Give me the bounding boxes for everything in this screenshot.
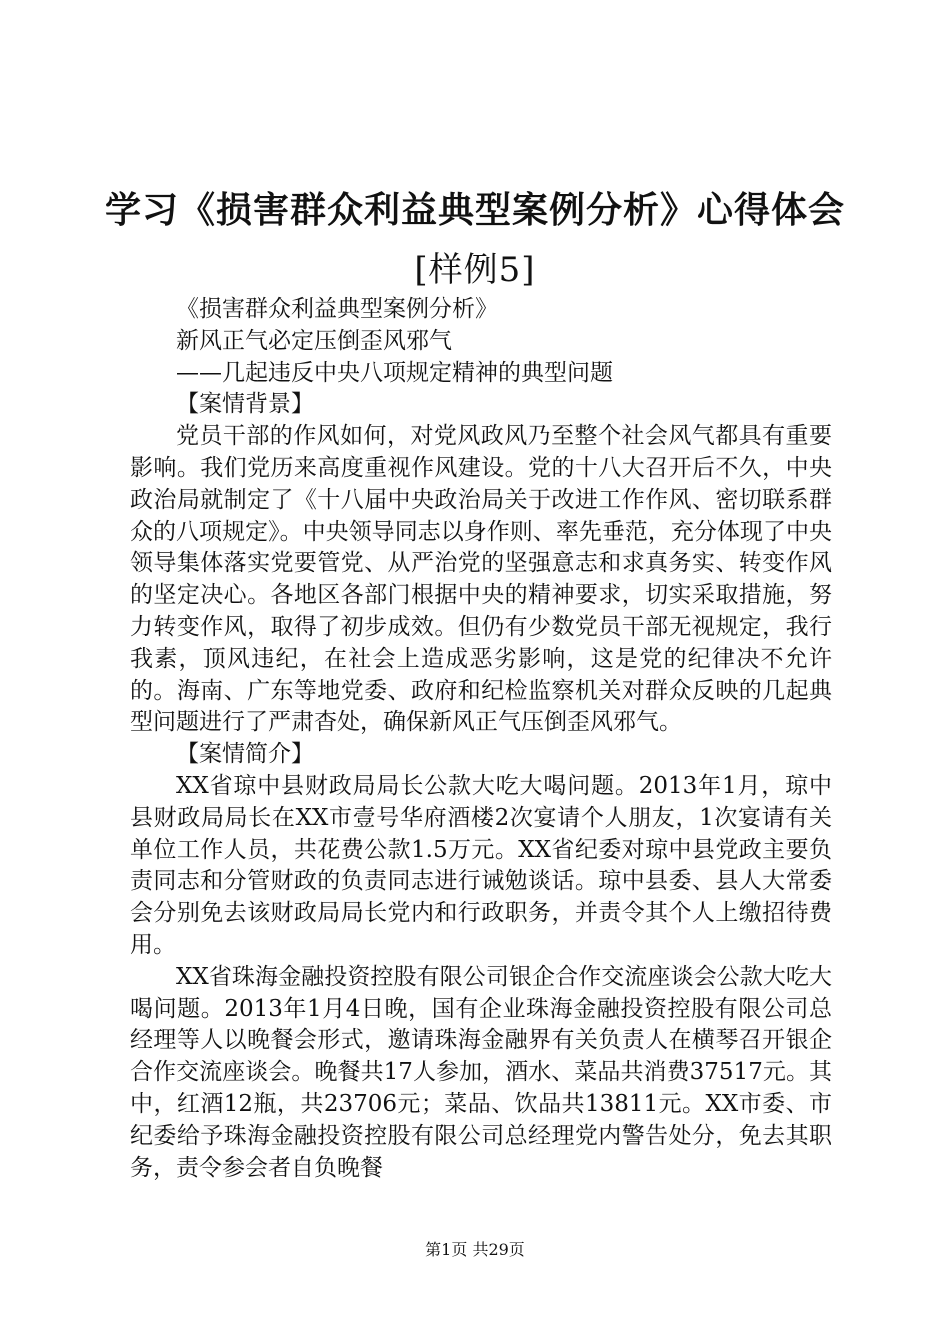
paragraph-subheadline: ——几起违反中央八项规定精神的典型问题 — [176, 359, 613, 386]
section-heading-summary: 【案情简介】 — [176, 741, 314, 768]
document-title: 学习《损害群众利益典型案例分析》心得体会 — [104, 189, 845, 231]
section-heading-background: 【案情背景】 — [176, 391, 314, 418]
paragraph-case-1: XX省琼中县财政局局长公款大吃大喝问题。2013年1月，琼中县财政局局长在XX市壹号华府酒楼2次宴请个人朋友，1次宴请有关单位工作人员，共花费公款1.5万元。XX省纪委对琼中县党政主要负责同志和分管财政的负责同志进行诫勉谈话。琼中县委、县人大常委会分别免去该财政局局长党内和行政职务，并责令其个人上缴招待费用。 — [130, 772, 832, 958]
paragraph-headline: 新风正气必定压倒歪风邪气 — [176, 327, 452, 354]
document-subtitle: [样例5] — [414, 250, 536, 290]
paragraph-book-title: 《损害群众利益典型案例分析》 — [176, 296, 498, 322]
paragraph-background: 党员干部的作风如何，对党风政风乃至整个社会风气都具有重要影响。我们党历来高度重视作风建设。党的十八大召开后不久，中央政治局就制定了《十八届中央政治局关于改进工作作风、密切联系群众的八项规定》。中央领导同志以身作则、率先垂范，充分体现了中央领导集体落实党要管党、从严治党的坚强意志和求真务实、转变作风的坚定决心。各地区各部门根据中央的精神要求，切实采取措施，努力转变作风，取得了初步成效。但仍有少数党员干部无视规定，我行我素，顶风违纪，在社会上造成恶劣影响，这是党的纪律决不允许的。海南、广东等地党委、政府和纪检监察机关对群众反映的几起典型问题进行了严肃杳处，确保新风正气压倒歪风邪气。 — [130, 423, 832, 736]
document-body — [130, 294, 832, 1184]
paragraph-case-2: XX省珠海金融投资控股有限公司银企合作交流座谈会公款大吃大喝问题。2013年1月4日晚，国有企业珠海金融投资控股有限公司总经理等人以晚餐会形式，邀请珠海金融界有关负责人在横琴召开银企合作交流座谈会。晚餐共17人参加，酒水、菜品共消费37517元。其中，红酒12瓶，共23706元；菜品、饮品共13811元。XX市委、市纪委给予珠海金融投资控股有限公司总经理党内警告处分，免去其职务，责令参会者自负晚餐 — [130, 963, 832, 1181]
page-footer: 第1页 共29页 — [425, 1240, 525, 1259]
